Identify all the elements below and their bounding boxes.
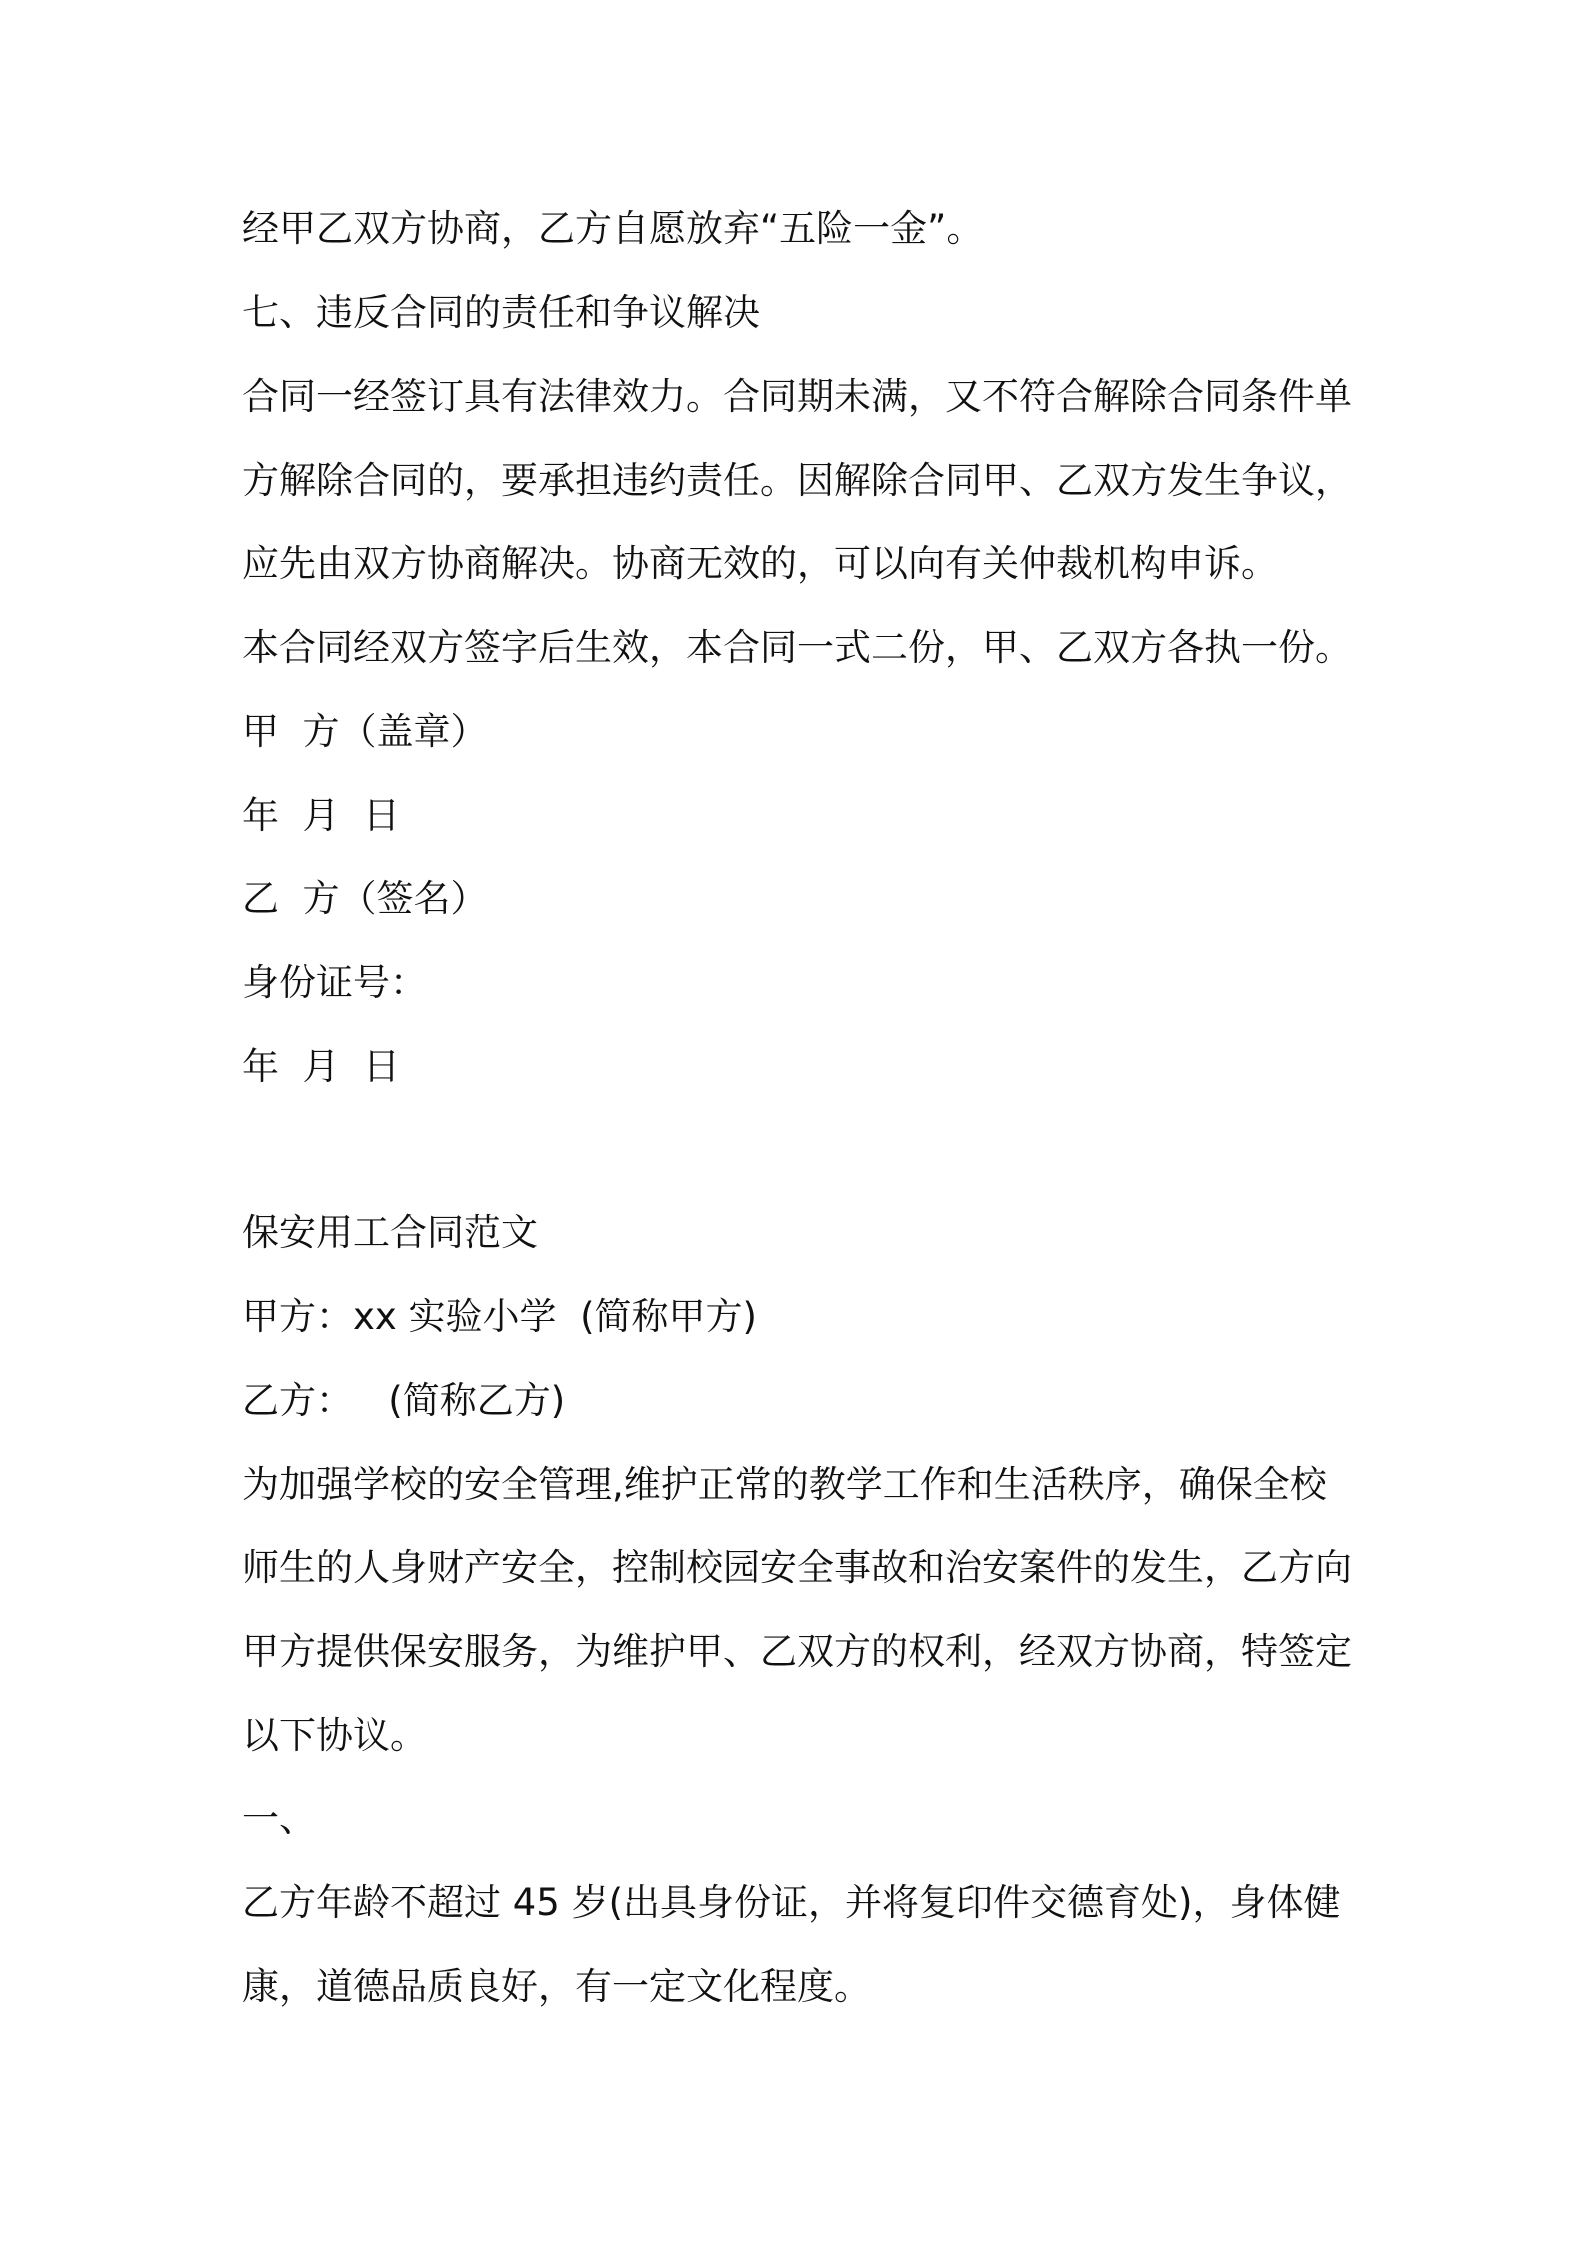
date-line: 年 月 日 [242,794,401,837]
text-line: 以下协议。 [242,1714,427,1757]
date-line: 年 月 日 [242,1045,401,1088]
text-line: 师生的人身财产安全，控制校园安全事故和治安案件的发生，乙方向 [242,1546,1352,1589]
signature-label-party-a: 甲 方（盖章） [242,710,488,753]
document-title: 保安用工合同范文 [242,1211,538,1254]
text-line: 本合同经双方签字后生效，本合同一式二份，甲、乙双方各执一份。 [242,626,1352,669]
party-b-line: 乙方： (简称乙方) [242,1379,566,1422]
text-line: 甲方提供保安服务，为维护甲、乙双方的权利，经双方协商，特签定 [242,1630,1352,1673]
text-line: 经甲乙双方协商，乙方自愿放弃“五险一金”。 [242,207,984,250]
id-number-label: 身份证号： [242,961,427,1004]
section-heading: 七、违反合同的责任和争议解决 [242,291,760,334]
text-line: 应先由双方协商解决。协商无效的，可以向有关仲裁机构申诉。 [242,542,1278,585]
signature-label-party-b: 乙 方（签名） [242,877,488,920]
text-line: 方解除合同的，要承担违约责任。因解除合同甲、乙双方发生争议， [242,459,1352,502]
text-line: 康，道德品质良好，有一定文化程度。 [242,1965,871,2008]
text-line: 为加强学校的安全管理,维护正常的教学工作和生活秩序，确保全校 [242,1463,1327,1506]
text-line: 合同一经签订具有法律效力。合同期未满，又不符合解除合同条件单 [242,375,1352,418]
section-heading: 一、 [242,1797,316,1840]
text-line: 乙方年龄不超过 45 岁(出具身份证，并将复印件交德育处)，身体健 [242,1881,1341,1924]
party-a-line: 甲方：xx 实验小学 (简称甲方) [242,1295,757,1338]
